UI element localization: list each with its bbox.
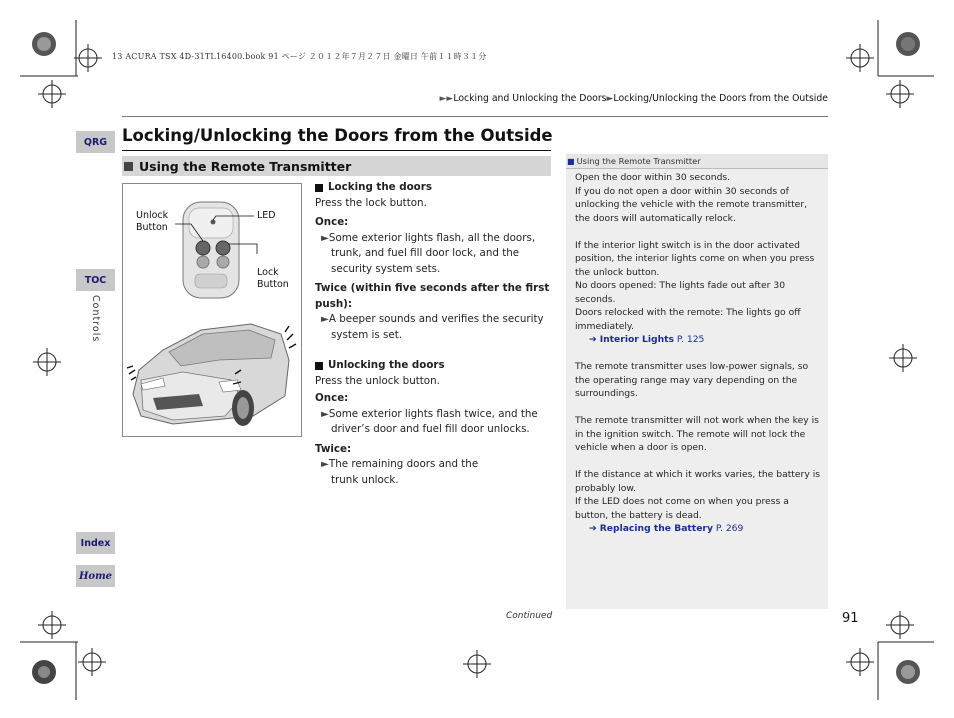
unlocking-twice-text <box>315 457 506 488</box>
page-number: 91 <box>842 611 859 626</box>
bullet-square-icon <box>315 362 323 370</box>
unlocking-heading-text: Unlocking the doors <box>328 359 445 371</box>
home-tab[interactable]: Home <box>76 565 115 587</box>
note-text: If the LED does not come on when you press a button, the battery is dead. <box>575 496 789 521</box>
unlocking-intro: Press the unlock button. <box>315 374 440 387</box>
continued-label: Continued <box>506 611 553 621</box>
notes-body <box>575 171 821 536</box>
pointer-triangle-icon: ► <box>321 313 329 325</box>
breadcrumb <box>439 93 828 104</box>
unlocking-heading <box>315 358 555 374</box>
locking-heading-text: Locking the doors <box>328 181 432 193</box>
unlocking-once-body: Some exterior lights flash twice, and the driver’s door and fuel fill door unlocks. <box>328 407 538 435</box>
lock-button-label <box>257 267 289 291</box>
index-tab[interactable]: Index <box>76 532 115 554</box>
qrg-tab[interactable]: QRG <box>76 131 115 153</box>
note-text: The remote transmitter uses low-power signals, so the operating range may vary depending on the surroundings. <box>575 361 809 399</box>
file-header: 13 ACURA TSX 4D-31TL16400.book 91 ページ ２０１２年７月２７日 金曜日 午前１１時３１分 <box>112 52 487 61</box>
cross-reference-icon: ➔ <box>589 523 597 534</box>
interior-lights-link[interactable] <box>575 333 821 347</box>
locking-once-text <box>315 231 555 278</box>
breadcrumb-part1[interactable]: Locking and Unlocking the Doors <box>453 93 607 104</box>
locking-twice-label: Twice (within five seconds after the first push): <box>315 282 550 310</box>
locking-once-body: Some exterior lights flash, all the doors, trunk, and fuel fill door lock, and the security system sets. <box>328 231 536 275</box>
unlocking-once-text <box>315 407 555 438</box>
breadcrumb-arrow-icon: ►► <box>439 94 454 104</box>
side-section-label: Controls <box>90 295 101 343</box>
xref-label: Interior Lights <box>599 334 674 345</box>
title-rule-bottom <box>122 150 551 151</box>
note-text: Open the door within 30 seconds. <box>575 172 731 183</box>
xref-page: P. 125 <box>676 334 705 345</box>
lock-label-line1: Lock <box>257 267 279 278</box>
unlock-button-label <box>136 210 168 234</box>
note-text: Doors relocked with the remote: The lights go off immediately. <box>575 307 801 332</box>
note-text: If the interior light switch is in the door activated position, the interior lights come on when you press the unlock button. <box>575 239 815 278</box>
unlocking-once-label: Once: <box>315 392 349 404</box>
note-text: If the distance at which it works varies, the battery is probably low. <box>575 469 821 494</box>
notes-header-text: Using the Remote Transmitter <box>576 156 701 166</box>
locking-once-label: Once: <box>315 216 349 228</box>
locking-intro: Press the lock button. <box>315 196 427 209</box>
unlocking-twice-body: The remaining doors and the trunk unlock. <box>328 458 479 486</box>
section-heading-text: Using the Remote Transmitter <box>139 158 352 174</box>
locking-twice-body: A beeper sounds and verifies the security system is set. <box>328 313 544 341</box>
locking-heading <box>315 180 555 196</box>
remote-transmitter-figure <box>122 183 302 437</box>
notes-header <box>566 154 828 169</box>
bullet-square-icon <box>315 184 323 192</box>
title-rule-top <box>122 116 828 117</box>
xref-label: Replacing the Battery <box>599 523 713 534</box>
note-ref-icon: ■ <box>567 156 575 166</box>
pointer-triangle-icon: ► <box>321 407 329 420</box>
unlock-label-line2: Button <box>136 222 168 233</box>
unlock-label-line1: Unlock <box>136 210 169 221</box>
section-heading <box>122 156 551 176</box>
locking-twice-text <box>315 312 555 343</box>
cross-reference-icon: ➔ <box>589 334 597 345</box>
toc-tab[interactable]: TOC <box>76 269 115 291</box>
section-square-icon <box>124 162 133 171</box>
led-label: LED <box>257 210 276 221</box>
replacing-battery-link[interactable] <box>575 522 821 536</box>
breadcrumb-arrow-icon: ► <box>606 94 614 104</box>
note-text: The remote transmitter will not work when the key is in the ignition switch. The remote will not lock the vehicle when a door is open. <box>575 415 819 453</box>
page-title: Locking/Unlocking the Doors from the Outside <box>122 126 553 145</box>
lock-label-line2: Button <box>257 279 289 290</box>
breadcrumb-part2[interactable]: Locking/Unlocking the Doors from the Outside <box>613 93 828 104</box>
note-text: If you do not open a door within 30 seconds of unlocking the vehicle with the remote transmitter, the doors will automatically relock. <box>575 185 808 224</box>
locking-section <box>315 180 555 343</box>
xref-page: P. 269 <box>715 523 744 534</box>
pointer-triangle-icon: ► <box>321 231 329 244</box>
pointer-triangle-icon: ► <box>321 458 329 470</box>
unlocking-twice-label: Twice: <box>315 442 352 455</box>
unlocking-section <box>315 358 555 488</box>
note-text: No doors opened: The lights fade out after 30 seconds. <box>575 280 786 305</box>
